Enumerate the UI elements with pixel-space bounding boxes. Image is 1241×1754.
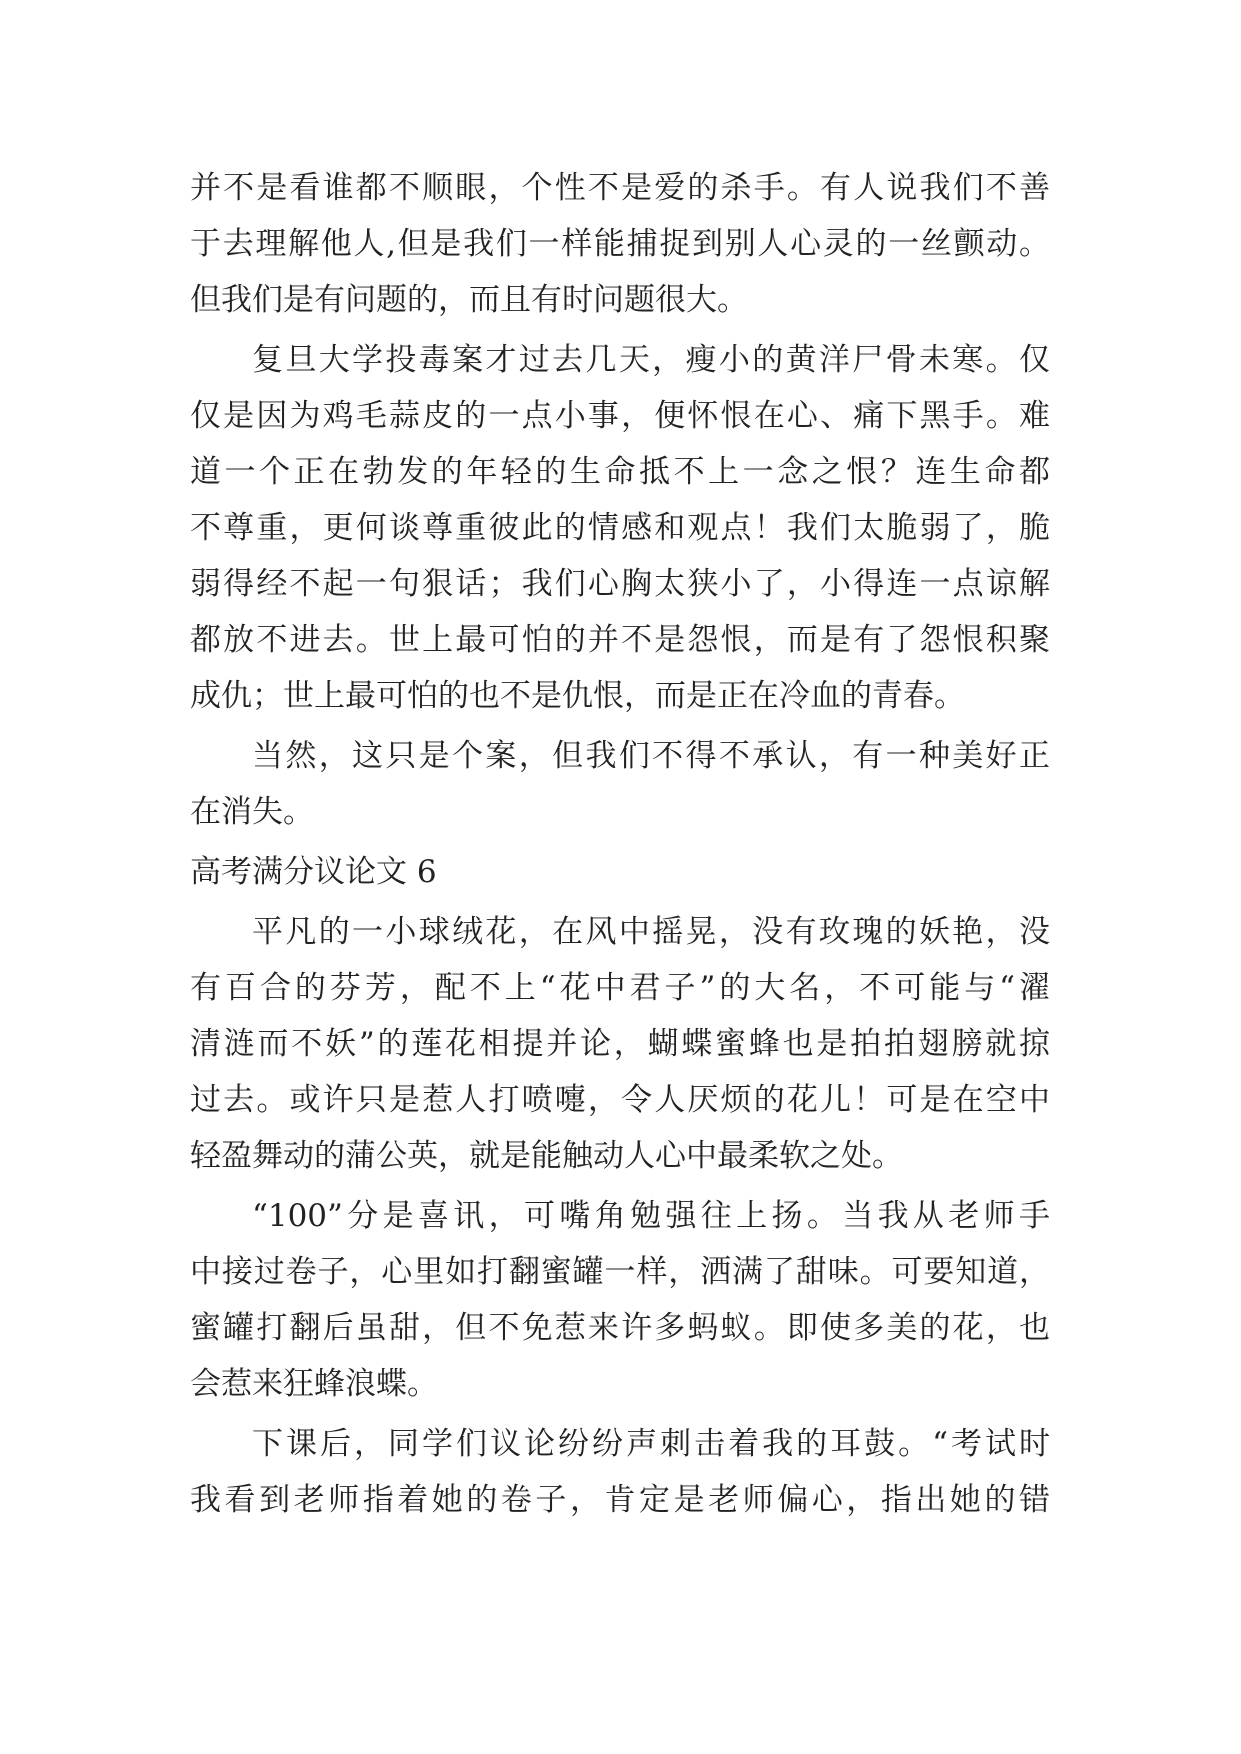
paragraph-line: 会惹来狂蜂浪蝶。 xyxy=(190,1366,438,1402)
paragraph-line: 复旦大学投毒案才过去几天，瘦小的黄洋尸骨未寒。仅 xyxy=(252,342,1050,378)
paragraph-line: 轻盈舞动的蒲公英，就是能触动人心中最柔软之处。 xyxy=(190,1138,903,1174)
paragraph-line: 都放不进去。世上最可怕的并不是怨恨，而是有了怨恨积聚 xyxy=(190,622,1050,658)
paragraph-4 xyxy=(190,904,1050,1184)
paragraph-line: 并不是看谁都不顺眼，个性不是爱的杀手。有人说我们不善 xyxy=(190,170,1050,206)
paragraph-line: 当然，这只是个案，但我们不得不承认，有一种美好正 xyxy=(252,738,1050,774)
section-heading: 高考满分议论文 6 xyxy=(190,854,437,890)
paragraph-line: 但我们是有问题的，而且有时问题很大。 xyxy=(190,282,748,318)
paragraph-line: 下课后，同学们议论纷纷声刺击着我的耳鼓。“考试时 xyxy=(252,1426,1050,1462)
paragraph-line: 道一个正在勃发的年轻的生命抵不上一念之恨？连生命都 xyxy=(190,454,1050,490)
paragraph-1 xyxy=(190,160,1050,328)
paragraph-2 xyxy=(190,332,1050,724)
paragraph-5 xyxy=(190,1188,1050,1412)
paragraph-line: 中接过卷子，心里如打翻蜜罐一样，洒满了甜味。可要知道， xyxy=(190,1254,1050,1290)
paragraph-3 xyxy=(190,728,1050,840)
paragraph-line: 清涟而不妖”的莲花相提并论，蝴蝶蜜蜂也是拍拍翅膀就掠 xyxy=(190,1026,1050,1062)
section-heading-block xyxy=(190,844,1050,900)
paragraph-line: 成仇；世上最可怕的也不是仇恨，而是正在冷血的青春。 xyxy=(190,678,965,714)
paragraph-line: 平凡的一小球绒花，在风中摇晃，没有玫瑰的妖艳，没 xyxy=(252,914,1050,950)
paragraph-line: 在消失。 xyxy=(190,794,314,830)
paragraph-line: 蜜罐打翻后虽甜，但不免惹来许多蚂蚁。即使多美的花，也 xyxy=(190,1310,1050,1346)
paragraph-6 xyxy=(190,1416,1050,1528)
paragraph-line: 弱得经不起一句狠话；我们心胸太狭小了，小得连一点谅解 xyxy=(190,566,1050,602)
paragraph-line: 我看到老师指着她的卷子，肯定是老师偏心，指出她的错 xyxy=(190,1482,1050,1518)
paragraph-line: 于去理解他人,但是我们一样能捕捉到别人心灵的一丝颤动。 xyxy=(190,226,1050,262)
document-body xyxy=(190,160,1050,1532)
paragraph-line: “100”分是喜讯，可嘴角勉强往上扬。当我从老师手 xyxy=(252,1198,1050,1234)
paragraph-line: 有百合的芬芳，配不上“花中君子”的大名，不可能与“濯 xyxy=(190,970,1050,1006)
paragraph-line: 过去。或许只是惹人打喷嚏，令人厌烦的花儿！可是在空中 xyxy=(190,1082,1050,1118)
paragraph-line: 仅是因为鸡毛蒜皮的一点小事，便怀恨在心、痛下黑手。难 xyxy=(190,398,1050,434)
paragraph-line: 不尊重，更何谈尊重彼此的情感和观点！我们太脆弱了，脆 xyxy=(190,510,1050,546)
